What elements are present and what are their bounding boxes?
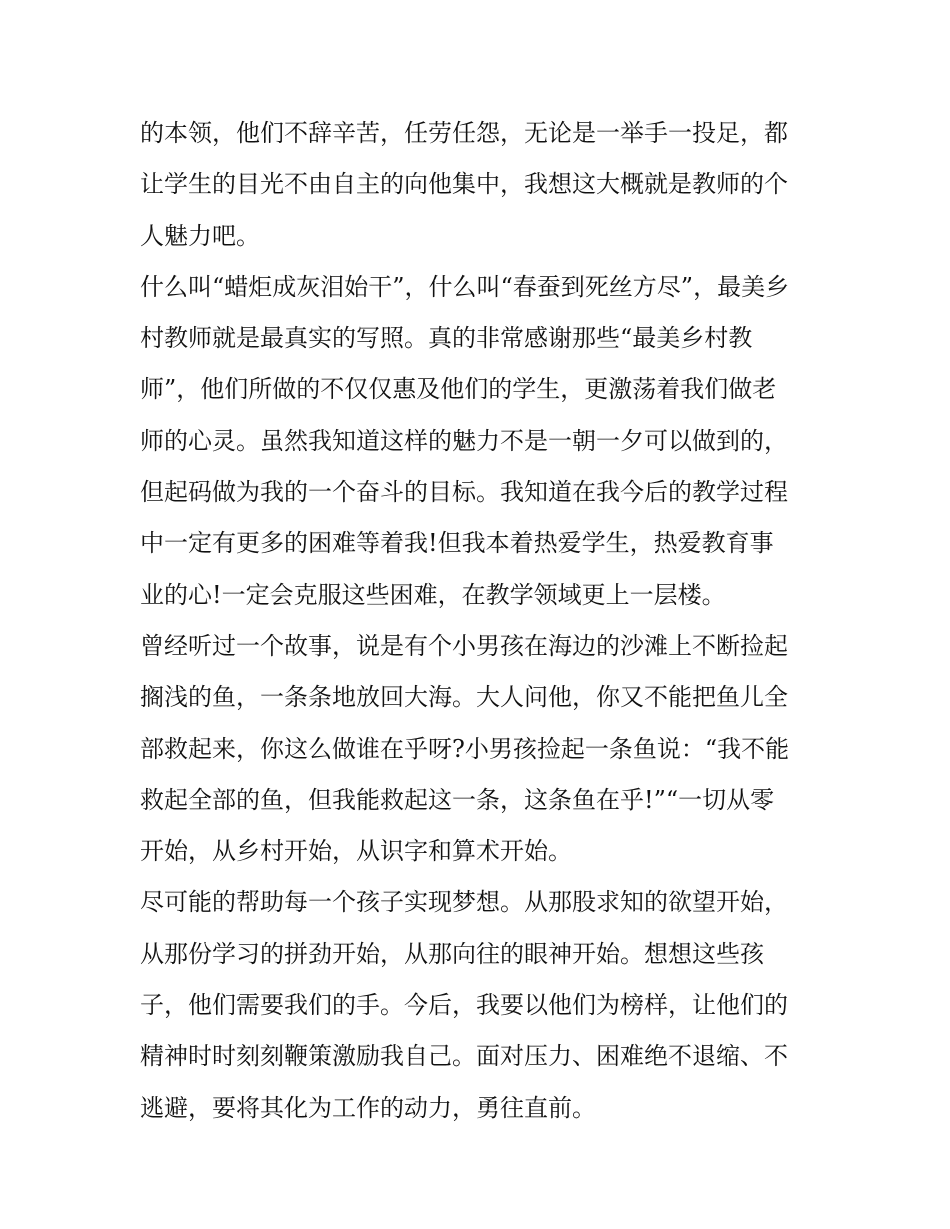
- text-line-8: 但起码做为我的一个奋斗的目标。我知道在我今后的教学过程: [140, 478, 788, 507]
- text-line-9: 中一定有更多的困难等着我!但我本着热爱学生，热爱教育事: [140, 529, 774, 558]
- text-line-4: 什么叫“蜡炬成灰泪始干”，什么叫“春蚕到死丝方尽”，最美乡: [140, 272, 790, 301]
- text-line-13: 部救起来，你这么做谁在乎呀?小男孩捡起一条鱼说：“我不能: [140, 734, 790, 763]
- text-line-5: 村教师就是最真实的写照。真的非常感谢那些“最美乡村教: [140, 324, 753, 353]
- text-line-16: 尽可能的帮助每一个孩子实现梦想。从那股求知的欲望开始，: [140, 888, 788, 917]
- text-line-15: 开始，从乡村开始，从识字和算术开始。: [140, 837, 572, 866]
- text-line-18: 子，他们需要我们的手。今后，我要以他们为榜样，让他们的: [140, 991, 788, 1020]
- text-line-7: 师的心灵。虽然我知道这样的魅力不是一朝一夕可以做到的，: [140, 426, 788, 455]
- text-line-1: 的本领，他们不辞辛苦，任劳任怨，无论是一举手一投足，都: [140, 119, 788, 147]
- text-line-11: 曾经听过一个故事，说是有个小男孩在海边的沙滩上不断捡起: [140, 631, 788, 660]
- text-line-19: 精神时时刻刻鞭策激励我自己。面对压力、困难绝不退缩、不: [140, 1042, 788, 1071]
- text-line-3: 人魅力吧。: [140, 221, 260, 250]
- text-line-17: 从那份学习的拼劲开始，从那向往的眼神开始。想想这些孩: [140, 939, 764, 968]
- text-line-20: 逃避，要将其化为工作的动力，勇往直前。: [140, 1093, 596, 1122]
- text-line-10: 业的心!一定会克服这些困难，在教学领域更上一层楼。: [140, 580, 726, 609]
- text-line-6: 师”，他们所做的不仅仅惠及他们的学生，更激荡着我们做老: [140, 375, 777, 404]
- text-line-12: 搁浅的鱼，一条条地放回大海。大人问他，你又不能把鱼儿全: [140, 683, 788, 712]
- text-line-14: 救起全部的鱼，但我能救起这一条，这条鱼在乎!”“一切从零: [140, 785, 775, 814]
- body-text: [140, 108, 820, 1134]
- text-line-2: 让学生的目光不由自主的向他集中，我想这大概就是教师的个: [140, 170, 788, 199]
